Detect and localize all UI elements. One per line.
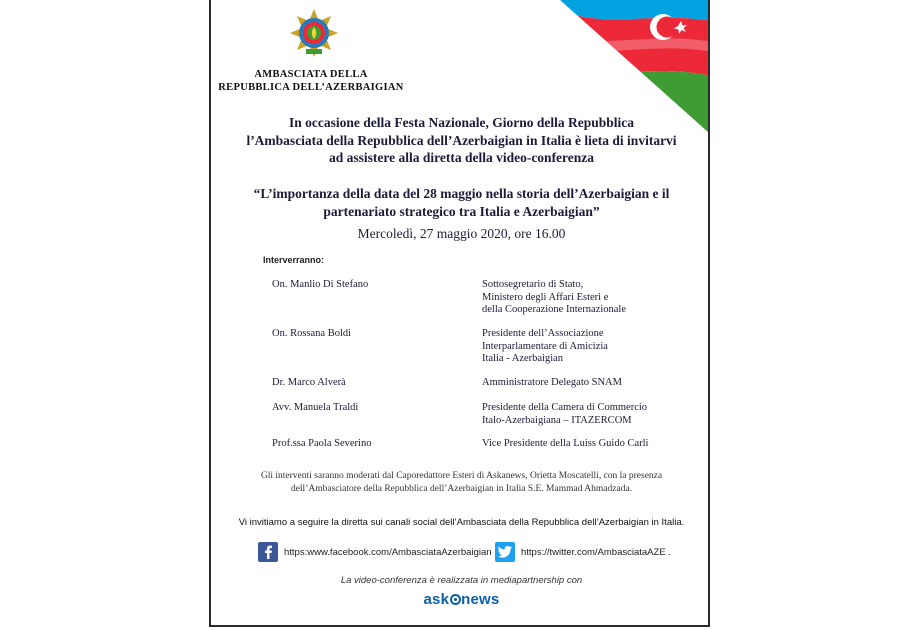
invitation-card bbox=[209, 0, 710, 627]
moderator-note-line1: Gli interventi saranno moderati dal Caporedattore Esteri di Askanews, Orietta Moscatelli, con la presenza bbox=[260, 471, 663, 481]
event-title bbox=[231, 185, 692, 220]
speaker-role: Presidente della Camera di Commercio Italo-Azerbaigiana – ITAZERCOM bbox=[482, 402, 648, 426]
speaker-role: Presidente dell’Associazione Interparlamentare di Amicizia Italia - Azerbaigian bbox=[482, 328, 608, 364]
social-invitation-text: Vi invitiamo a seguire la diretta sui canali social dell’Ambasciata della Repubblica dell’Azerbaigian in Italia. bbox=[238, 517, 685, 528]
logo-part2: news bbox=[461, 591, 500, 608]
moderator-note-line2: dell’Ambasciatore della Repubblica dell’Azerbaigian in Italia S.E. Mammad Ahmadzada. bbox=[290, 484, 633, 494]
facebook-icon bbox=[258, 542, 278, 562]
speaker-name: Dr. Marco Alverà bbox=[272, 377, 346, 388]
twitter-link[interactable] bbox=[495, 541, 671, 563]
speaker-name: Prof.ssa Paola Severino bbox=[272, 438, 372, 449]
intro-line2: l’Ambasciata della Repubblica dell’Azerbaigian in Italia è lieta di invitarvi bbox=[246, 132, 677, 148]
twitter-url[interactable]: https://twitter.com/AmbasciataAZE . bbox=[521, 546, 671, 558]
event-date: Mercoledì, 27 maggio 2020, ore 16.00 bbox=[357, 226, 566, 241]
logo-dot-icon bbox=[450, 594, 461, 605]
speaker-role: Amministratore Delegato SNAM bbox=[482, 377, 622, 388]
speaker-role: Sottosegretario di Stato, Ministero degli Affari Esteri e della Cooperazione Internazionale bbox=[482, 279, 627, 315]
speaker-name: Avv. Manuela Traldi bbox=[272, 402, 359, 413]
event-title-line2: partenariato strategico tra Italia e Azerbaigian” bbox=[323, 203, 600, 219]
embassy-name-line1: AMBASCIATA DELLA bbox=[254, 69, 368, 80]
azerbaijan-emblem-icon bbox=[289, 8, 339, 58]
media-partner-text: La video-conferenza è realizzata in mediapartnership con bbox=[340, 575, 583, 586]
askanews-logo bbox=[211, 591, 710, 608]
moderator-note bbox=[241, 470, 682, 496]
azerbaijan-flag-icon bbox=[560, 0, 708, 132]
facebook-link[interactable] bbox=[258, 541, 492, 563]
speaker-role: Vice Presidente della Luiss Guido Carli bbox=[482, 438, 649, 449]
embassy-name bbox=[211, 68, 411, 94]
logo-part1: ask bbox=[423, 591, 450, 608]
speaker-name: On. Rossana Boldi bbox=[272, 328, 352, 339]
twitter-icon bbox=[495, 542, 515, 562]
facebook-url[interactable]: https:www.facebook.com/AmbasciataAzerbaigian bbox=[284, 546, 492, 558]
event-title-line1: “L’importanza della data del 28 maggio nella storia dell’Azerbaigian e il bbox=[253, 186, 670, 201]
intro-line1: In occasione della Festa Nazionale, Giorno della Repubblica bbox=[288, 115, 634, 130]
speaker-name: On. Manlio Di Stefano bbox=[272, 279, 369, 290]
speakers-label: Interverranno: bbox=[263, 255, 325, 265]
embassy-name-line2: REPUBBLICA DELL’AZERBAIGIAN bbox=[218, 82, 404, 93]
intro-line3: ad assistere alla diretta della video-conferenza bbox=[328, 150, 595, 165]
intro-text bbox=[229, 114, 694, 167]
